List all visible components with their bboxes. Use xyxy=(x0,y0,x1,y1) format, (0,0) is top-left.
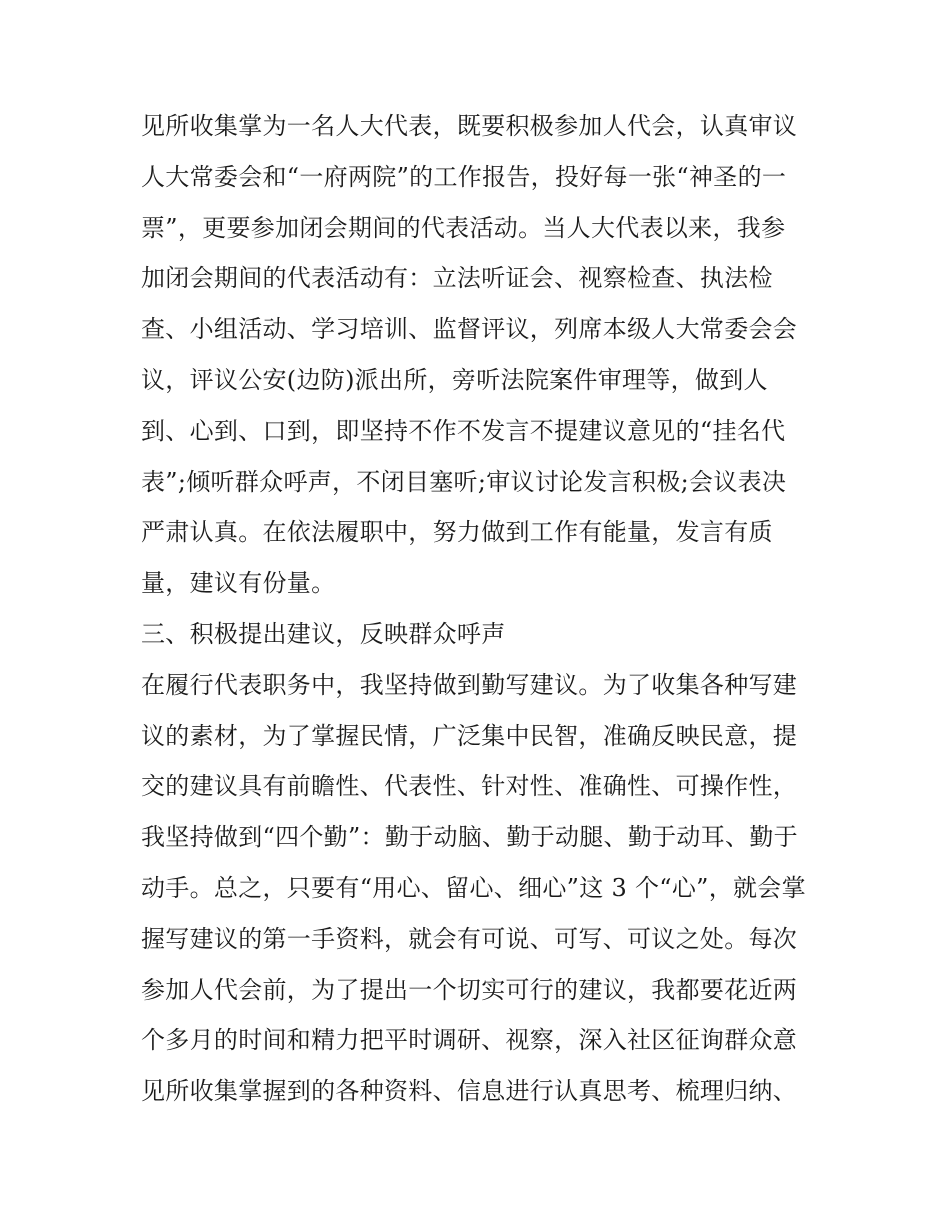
text-line: 人大常委会和“一府两院”的工作报告，投好每一张“神圣的一 xyxy=(141,162,787,191)
text-line: 到、心到、口到，即坚持不作不发言不提建议意见的“挂名代 xyxy=(141,416,786,445)
text-line: 量，建议有份量。 xyxy=(141,569,336,598)
text-line: 严肃认真。在依法履职中，努力做到工作有能量，发言有质 xyxy=(141,518,773,547)
text-line: 议的素材，为了掌握民情，广泛集中民智，准确反映民意，提 xyxy=(141,721,798,750)
text-line: 见所收集掌握到的各种资料、信息进行认真思考、梳理归纳、 xyxy=(141,1077,798,1106)
text-line: 握写建议的第一手资料，就会有可说、可写、可议之处。每次 xyxy=(141,924,798,953)
text-line: 我坚持做到“四个勤”：勤于动脑、勤于动腿、勤于动耳、勤于 xyxy=(141,823,798,852)
text-line: 查、小组活动、学习培训、监督评议，列席本级人大常委会会 xyxy=(141,315,798,344)
text-line: 个多月的时间和精力把平时调研、视察，深入社区征询群众意 xyxy=(141,1026,798,1055)
section-heading: 三、积极提出建议，反映群众呼声 xyxy=(141,619,506,648)
text-line: 参加人代会前，为了提出一个切实可行的建议，我都要花近两 xyxy=(141,975,798,1004)
body-text xyxy=(141,101,831,1117)
text-line: 加闭会期间的代表活动有：立法听证会、视察检查、执法检 xyxy=(141,264,773,293)
text-line: 见所收集掌为一名人大代表，既要积极参加人代会，认真审议 xyxy=(141,112,798,140)
text-line: 交的建议具有前瞻性、代表性、针对性、准确性、可操作性， xyxy=(141,772,798,801)
text-line: 议，评议公安(边防)派出所，旁听法院案件审理等，做到人 xyxy=(141,365,768,394)
text-line: 在履行代表职务中，我坚持做到勤写建议。为了收集各种写建 xyxy=(141,670,798,699)
text-line: 表”;倾听群众呼声，不闭目塞听;审议讨论发言积极;会议表决 xyxy=(141,467,787,496)
text-line: 动手。总之，只要有“用心、留心、细心”这 3 个“心”，就会掌 xyxy=(141,873,806,902)
text-line: 票”，更要参加闭会期间的代表活动。当人大代表以来，我参 xyxy=(141,213,786,242)
